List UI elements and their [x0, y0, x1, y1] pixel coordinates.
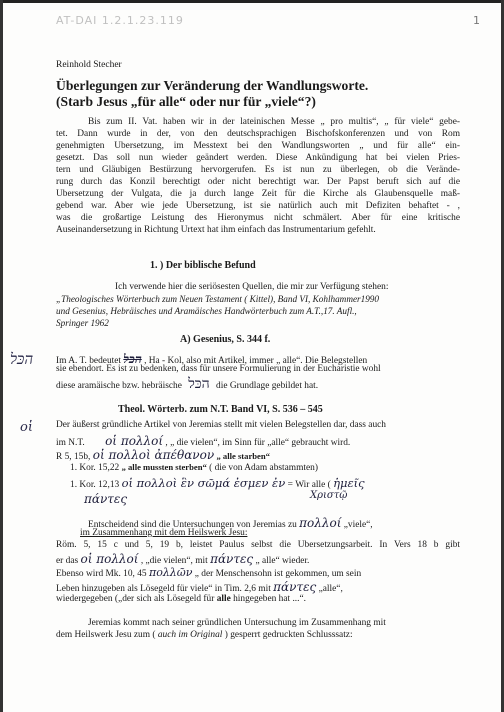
jeremias-text: , „die vielen“, mit — [140, 556, 208, 566]
margin-hebrew-note: הכּל — [10, 350, 34, 368]
intro-line: Auseinandersetzung in Richtung Urtext hat ihm einfach das Instrumentarium gefehlt. — [56, 225, 376, 235]
jeremias-text: wiedergegeben („der sich als Lösegeld für — [56, 594, 215, 604]
kittel-text: R 5, 15b, — [56, 452, 91, 462]
intro-line: gebend war. Aber wie jede Übersetzung, ist sie natürlich auch mit Defiziten behaftet - , — [56, 201, 460, 211]
gesenius-line-3 — [56, 376, 318, 393]
jeremias-line-6 — [56, 580, 343, 594]
source-line-3: Springer 1962 — [56, 318, 109, 328]
jeremias-text: „ der Menschensohn ist gekommen, um sein — [194, 569, 362, 579]
kittel-reference: 1. Kor. 15,22 — [70, 463, 120, 473]
source-line-1: „Theologisches Wörterbuch zum Neuen Testament ( Kittel), Band VI, Kohlhammer1990 — [56, 294, 379, 304]
scan-edge-top — [0, 0, 504, 3]
jeremias-line-2: im Zusammenhang mit dem Heilswerk Jesu: — [80, 528, 248, 538]
jeremias-text: „alle“, — [318, 584, 343, 594]
handwritten-greek: ἡμεῖς — [333, 476, 365, 490]
intro-line: gesetzt. Das soll nun wieder geändert werden. Diese Ankündigung hat bei vielen Pries- — [56, 153, 460, 163]
gesenius-text: diese aramäische bzw. hebräische — [56, 381, 182, 391]
intro-line: Bis zum II. Vat. haben wir in der lateinischen Messe „ pro multis“, „ für viele“ gebe- — [88, 117, 460, 127]
jeremias-text: Leben hinzugeben als Lösegeld für viele“ in Tim. 2,6 mit — [56, 584, 271, 594]
handwritten-hebrew-word: הכּל — [188, 376, 210, 392]
kittel-quote: „ alle starben“ — [216, 451, 270, 461]
emphasized-word: alle — [216, 594, 231, 604]
section-heading-biblischer-befund: 1. ) Der biblische Befund — [150, 260, 256, 271]
intro-line: was die großartige Leistung des Hieronymus nicht schmälert. Aber für eine kritische — [56, 213, 460, 223]
handwritten-greek: πάντες — [273, 580, 317, 594]
handwritten-greek: οἱ πολλοί — [80, 552, 139, 566]
intro-line: tet. Dann wurde in der, von den deutschsprachigen Bischofskonferenzen und von Rom — [56, 129, 460, 139]
kittel-text: = Wir alle ( — [287, 480, 331, 490]
kittel-text: ( die von Adam abstammten) — [209, 463, 318, 473]
intro-line: rung durch das Konzil berechtigt oder nicht berechtigt war. Der Papst beruft sich auf die — [56, 177, 460, 187]
handwritten-greek: πάντες — [84, 492, 128, 506]
jeremias-text: „viele“, — [343, 520, 373, 530]
kittel-quote: „ alle mussten sterben“ — [121, 462, 207, 472]
closing-text: dem Heilswerk Jesu zum ( — [56, 630, 156, 640]
scan-edge-left — [0, 0, 3, 712]
jeremias-line-7 — [56, 594, 306, 604]
page-number: 1 — [473, 14, 480, 27]
kittel-text: im N.T. — [56, 438, 85, 448]
jeremias-text: er das — [56, 556, 79, 566]
struck-hebrew-word: הכּל — [123, 352, 142, 366]
handwritten-greek: πολλοί — [299, 516, 342, 530]
closing-text: ) gesperrt gedruckten Schlusssatz: — [224, 630, 353, 640]
kittel-line-3 — [56, 448, 270, 462]
jeremias-text: Ebenso wird Mk. 10, 45 — [56, 569, 147, 579]
handwritten-greek: πολλῶν — [148, 566, 193, 579]
handwritten-greek: Χριστῷ — [310, 490, 348, 501]
gesenius-text: die Grundlage gebildet hat. — [216, 381, 319, 391]
kittel-line-5 — [70, 476, 365, 490]
title-line-1: Überlegungen zur Veränderung der Wandlungsworte. — [56, 78, 369, 93]
kittel-line-1: Der äußerst gründliche Artikel von Jeremias stellt mit vielen Belegstellen dar, dass auch — [56, 420, 386, 430]
kittel-line-2 — [56, 434, 350, 448]
jeremias-line-4 — [56, 552, 309, 566]
intro-line: genehmigten Übersetzung, im Messtext bei den Wandlungsworten „ und für alle“ ein- — [56, 141, 460, 151]
closing-italic: auch im Original — [157, 630, 223, 640]
gesenius-text: , Ha - Kol, also mit Artikel, immer „ alle“. Die Belegstellen — [144, 356, 368, 366]
jeremias-text: „ alle“ wieder. — [255, 556, 310, 566]
jeremias-line-3: Röm. 5, 15 c und 5, 19 b, leistet Paulus selbst die Übersetzungsarbeit. In Vers 18 b gibt — [56, 540, 460, 550]
margin-greek-note: οἱ — [20, 420, 33, 435]
jeremias-text: Entscheidend sind die Untersuchungen von Jeremias zu — [88, 520, 297, 530]
closing-line-2 — [56, 630, 353, 640]
handwritten-greek: οἱ πολλοὶ ἓν σῶμά ἐσμεν ἐν — [121, 476, 286, 490]
gesenius-text: Im A. T. bedeutet — [56, 356, 122, 366]
archive-stamp: AT-DAI 1.2.1.23.119 — [56, 14, 184, 27]
source-line-2: und Gesenius, Hebräisches und Aramäisches Handwörterbuch zum A.T.,17. Aufl., — [56, 306, 357, 316]
handwritten-greek: οἱ πολλοί — [105, 434, 164, 448]
intro-line: tern und Gläubigen Bestürzung hervorgerufen. Es ist nun zu überlegen, ob die Verände- — [56, 165, 460, 175]
handwritten-greek: οἱ πολλοὶ ἀπέθανον — [92, 448, 215, 462]
closing-line-1: Jeremias kommt nach seiner gründlichen Untersuchung im Zusammenhang mit — [88, 618, 386, 628]
subsection-heading-gesenius: A) Gesenius, S. 344 f. — [180, 334, 271, 345]
title-line-2: (Starb Jesus „für alle“ oder nur für „viele“?) — [56, 94, 316, 109]
author-name: Reinhold Stecher — [56, 60, 122, 70]
handwritten-greek: πάντες — [210, 552, 254, 566]
sources-lead: Ich verwende hier die seriösesten Quellen, die mir zur Verfügung stehen: — [115, 282, 389, 292]
kittel-reference: 1. Kor. 12,13 — [70, 480, 120, 490]
jeremias-line-5 — [56, 566, 361, 579]
kittel-text: , „ die vielen“, im Sinn für „alle“ gebraucht wird. — [165, 438, 351, 448]
subsection-heading-kittel: Theol. Wörterb. zum N.T. Band VI, S. 536 – 545 — [118, 404, 323, 415]
gesenius-line-2: sie ebendort. Es ist zu bedenken, dass für unsere Formulierung in der Eucharistie wohl — [56, 364, 381, 374]
intro-line: Übersetzung der Vulgata, die ja durch lange Zeit für die Kirche als Glaubensquelle maß- — [56, 189, 460, 199]
kittel-line-4 — [70, 462, 318, 473]
jeremias-text: hingegeben hat ...“. — [233, 594, 306, 604]
